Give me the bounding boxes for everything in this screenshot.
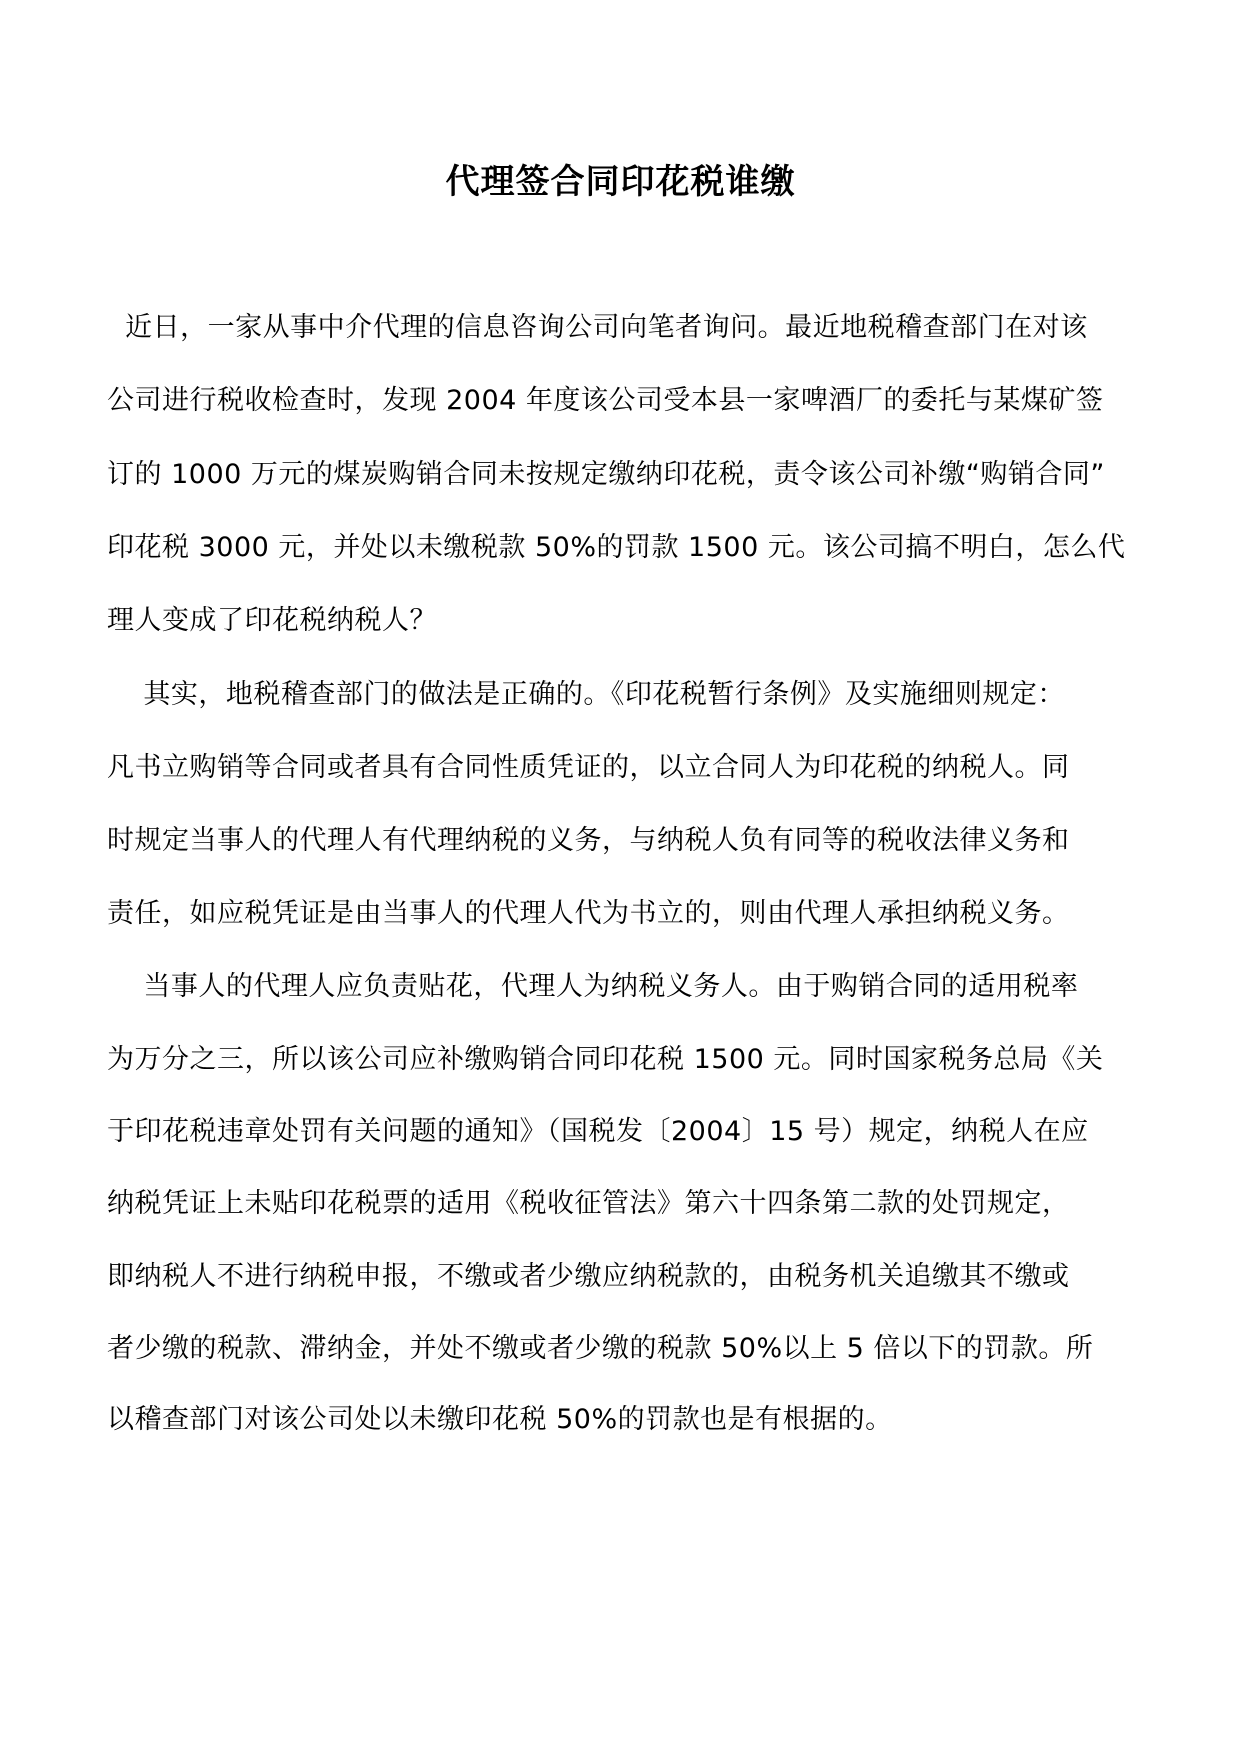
body-line: 于印花税违章处罚有关问题的通知》（国税发〔2004〕15 号）规定，纳税人在应 — [107, 1116, 1089, 1147]
body-line: 其实，地税稽查部门的做法是正确的。《印花税暂行条例》及实施细则规定： — [107, 679, 1065, 710]
body-line: 即纳税人不进行纳税申报，不缴或者少缴应纳税款的，由税务机关追缴其不缴或 — [107, 1261, 1070, 1292]
body-line: 者少缴的税款、滞纳金，并处不缴或者少缴的税款 50%以上 5 倍以下的罚款。所 — [107, 1333, 1094, 1364]
body-line: 当事人的代理人应负责贴花，代理人为纳税义务人。由于购销合同的适用税率 — [107, 971, 1079, 1002]
body-line: 凡书立购销等合同或者具有合同性质凭证的，以立合同人为印花税的纳税人。同 — [107, 752, 1070, 783]
body-line: 责任，如应税凭证是由当事人的代理人代为书立的，则由代理人承担纳税义务。 — [107, 898, 1070, 929]
document-title: 代理签合同印花税谁缴 — [445, 162, 796, 202]
body-line: 纳税凭证上未贴印花税票的适用《税收征管法》第六十四条第二款的处罚规定， — [107, 1188, 1070, 1219]
body-line: 时规定当事人的代理人有代理纳税的义务，与纳税人负有同等的税收法律义务和 — [107, 825, 1070, 856]
body-line: 为万分之三，所以该公司应补缴购销合同印花税 1500 元。同时国家税务总局《关 — [107, 1044, 1104, 1075]
body-line: 以稽查部门对该公司处以未缴印花税 50%的罚款也是有根据的。 — [107, 1404, 893, 1435]
body-line: 公司进行税收检查时，发现 2004 年度该公司受本县一家啤酒厂的委托与某煤矿签 — [107, 385, 1104, 416]
body-line: 近日，一家从事中介代理的信息咨询公司向笔者询问。最近地税稽查部门在对该 — [107, 312, 1088, 343]
body-line: 订的 1000 万元的煤炭购销合同未按规定缴纳印花税，责令该公司补缴“购销合同” — [107, 459, 1105, 490]
body-line: 印花税 3000 元，并处以未缴税款 50%的罚款 1500 元。该公司搞不明白，怎么代 — [107, 532, 1126, 563]
body-line: 理人变成了印花税纳税人？ — [107, 605, 437, 636]
